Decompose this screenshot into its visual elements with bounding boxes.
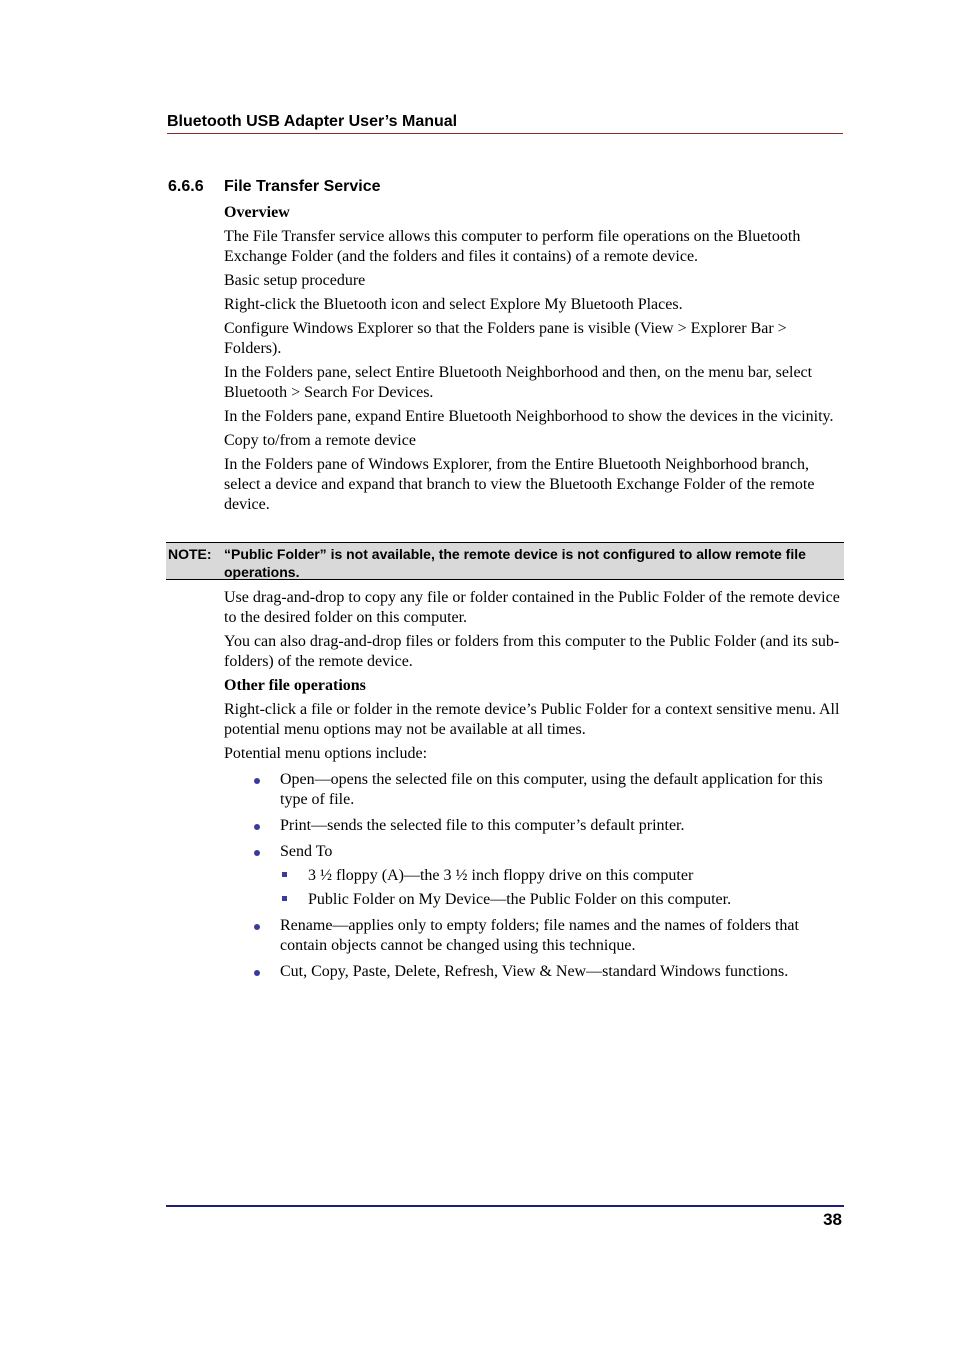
section-number: 6.6.6: [168, 178, 204, 195]
square-bullet-icon: [282, 896, 287, 901]
page-number: 38: [823, 1210, 842, 1229]
note-label: NOTE:: [168, 546, 212, 562]
paragraph: The File Transfer service allows this computer to perform file operations on the Bluetooth Exchange Folder (and the folders and files it contains) of a remote device.: [224, 228, 801, 265]
square-bullet-icon: [282, 872, 287, 877]
bullet-icon: [254, 970, 260, 976]
paragraph: In the Folders pane, select Entire Bluetooth Neighborhood and then, on the menu bar, select Bluetooth > Search For Devices.: [224, 364, 813, 401]
other-operations-heading: Other file operations: [224, 677, 366, 694]
sub-list-item: [280, 890, 848, 910]
list-item: [224, 770, 848, 810]
paragraph: You can also drag-and-drop files or folders from this computer to the Public Folder (and its sub-folders) of the remote device.: [224, 633, 840, 670]
menu-options-list: [224, 770, 848, 982]
note-box: [166, 542, 844, 580]
footer-rule: [166, 1205, 844, 1207]
list-item: [224, 842, 848, 910]
paragraph: In the Folders pane of Windows Explorer, from the Entire Bluetooth Neighborhood branch, select a device and expand that branch to view the Bluetooth Exchange Folder of the remote device.: [224, 456, 815, 513]
list-item-text: Open—opens the selected file on this computer, using the default application for this type of file.: [280, 771, 823, 808]
overview-block: [224, 203, 848, 519]
sub-list-item-text: 3 ½ floppy (A)—the 3 ½ inch floppy drive on this computer: [308, 867, 694, 884]
paragraph: Potential menu options include:: [224, 745, 428, 762]
paragraph: Configure Windows Explorer so that the Folders pane is visible (View > Explorer Bar > Folders).: [224, 320, 787, 357]
overview-heading: Overview: [224, 204, 290, 221]
paragraph: Right-click the Bluetooth icon and select Explore My Bluetooth Places.: [224, 296, 683, 313]
paragraph: Right-click a file or folder in the remote device’s Public Folder for a context sensitive menu. All potential menu options may not be available at all times.: [224, 701, 840, 738]
send-to-sublist: [280, 866, 848, 910]
paragraph: Basic setup procedure: [224, 272, 366, 289]
bullet-icon: [254, 850, 260, 856]
list-item: [224, 962, 848, 982]
list-item-text: Rename—applies only to empty folders; file names and the names of folders that contain objects cannot be changed using this technique.: [280, 917, 799, 954]
paragraph: In the Folders pane, expand Entire Bluetooth Neighborhood to show the devices in the vicinity.: [224, 408, 834, 425]
section-title: File Transfer Service: [224, 178, 381, 195]
list-item-text: Cut, Copy, Paste, Delete, Refresh, View & New—standard Windows functions.: [280, 963, 789, 980]
bullet-icon: [254, 924, 260, 930]
bullet-icon: [254, 824, 260, 830]
page-header: Bluetooth USB Adapter User’s Manual: [167, 113, 843, 134]
paragraph: Copy to/from a remote device: [224, 432, 416, 449]
transfer-block: [224, 588, 848, 988]
sub-list-item-text: Public Folder on My Device—the Public Folder on this computer.: [308, 891, 732, 908]
list-item-text: Print—sends the selected file to this computer’s default printer.: [280, 817, 685, 834]
note-text: “Public Folder” is not available, the remote device is not configured to allow remote file operations.: [224, 546, 806, 580]
bullet-icon: [254, 778, 260, 784]
sub-list-item: [280, 866, 848, 886]
paragraph: Use drag-and-drop to copy any file or folder contained in the Public Folder of the remote device to the desired folder on this computer.: [224, 589, 840, 626]
list-item: [224, 816, 848, 836]
list-item-text: Send To: [280, 843, 333, 860]
section-heading: [168, 178, 381, 196]
list-item: [224, 916, 848, 956]
